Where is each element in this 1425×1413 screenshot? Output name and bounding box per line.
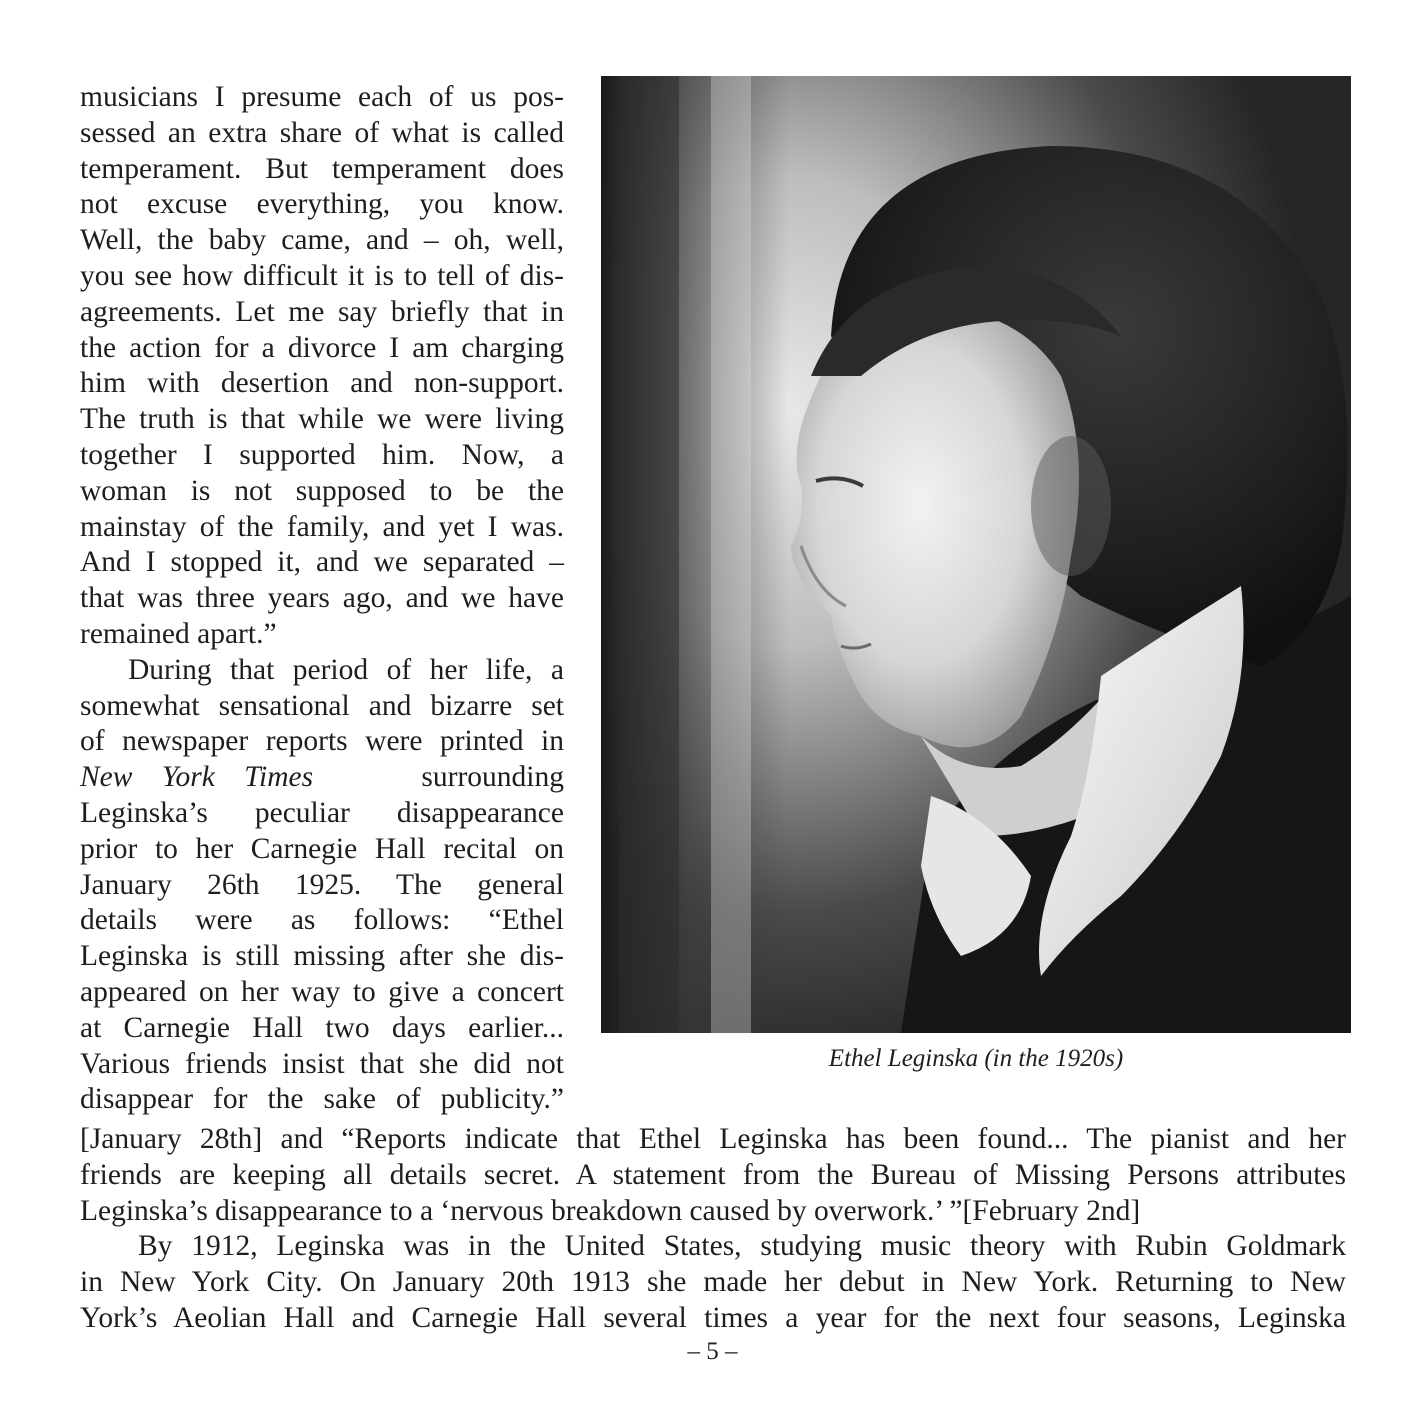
text-fragment: surrounding [421, 761, 564, 794]
text-line: musicians I presume each of us pos- [80, 81, 564, 113]
text-line: together I supported him. Now, a [80, 438, 564, 471]
text-line: [January 28th] and “Reports indicate that Ethel Leginska has been found... The pianist and her [80, 1123, 1346, 1155]
text-line: Various friends insist that she did not [80, 1047, 564, 1080]
text-line: temperament. But temperament does [80, 152, 564, 185]
text-line: Leginska is still missing after she dis- [80, 940, 564, 973]
text-line: you see how difficult it is to tell of dis- [80, 259, 564, 292]
full-width-text [80, 1122, 1346, 1337]
text-line: Well, the baby came, and – oh, well, [80, 224, 564, 257]
text-line: not excuse everything, you know. [80, 188, 564, 221]
text-line: in New York City. On January 20th 1913 she made her debut in New York. Returning to New [80, 1266, 1346, 1299]
text-line-with-title [80, 760, 564, 796]
text-line: The truth is that while we were living [80, 403, 564, 436]
text-line: And I stopped it, and we separated – [80, 546, 564, 579]
publication-title: New York Times [80, 761, 314, 794]
page-number: – 5 – [687, 1338, 738, 1365]
photo-caption: Ethel Leginska (in the 1920s) [828, 1045, 1124, 1072]
text-line: of newspaper reports were printed in [80, 725, 564, 758]
text-line: friends are keeping all details secret. A statement from the Bureau of Missing Persons attributes [80, 1158, 1346, 1191]
text-line: Leginska’s disappearance to a ‘nervous breakdown caused by overwork.’ ”[February 2nd] [80, 1194, 1141, 1227]
text-line: mainstay of the family, and yet I was. [80, 510, 564, 543]
portrait-illustration [601, 76, 1351, 1033]
text-line: disappear for the sake of publicity.” [80, 1083, 564, 1116]
left-column-text [80, 80, 564, 1118]
text-line: at Carnegie Hall two days earlier... [80, 1011, 564, 1044]
text-line: appeared on her way to give a concert [80, 975, 564, 1008]
text-line: remained apart.” [80, 617, 277, 650]
text-line: the action for a divorce I am charging [80, 331, 564, 364]
text-line: woman is not supposed to be the [80, 474, 564, 507]
text-line: that was three years ago, and we have [80, 582, 564, 615]
paragraph-start-line: By 1912, Leginska was in the United States, studying music theory with Rubin Goldmark [138, 1230, 1346, 1263]
text-line: prior to her Carnegie Hall recital on [80, 832, 564, 865]
text-line: Leginska’s peculiar disappearance [80, 796, 564, 829]
text-line: details were as follows: “Ethel [80, 904, 564, 937]
paragraph-start-line: During that period of her life, a [128, 653, 564, 686]
text-line: sessed an extra share of what is called [80, 116, 564, 149]
portrait-photo [601, 76, 1351, 1033]
text-line: agreements. Let me say briefly that in [80, 295, 564, 328]
text-line: January 26th 1925. The general [80, 868, 564, 901]
text-line: somewhat sensational and bizarre set [80, 689, 564, 722]
text-line: York’s Aeolian Hall and Carnegie Hall several times a year for the next four seasons, Leginska [80, 1301, 1346, 1334]
text-line: him with desertion and non-support. [80, 367, 564, 400]
